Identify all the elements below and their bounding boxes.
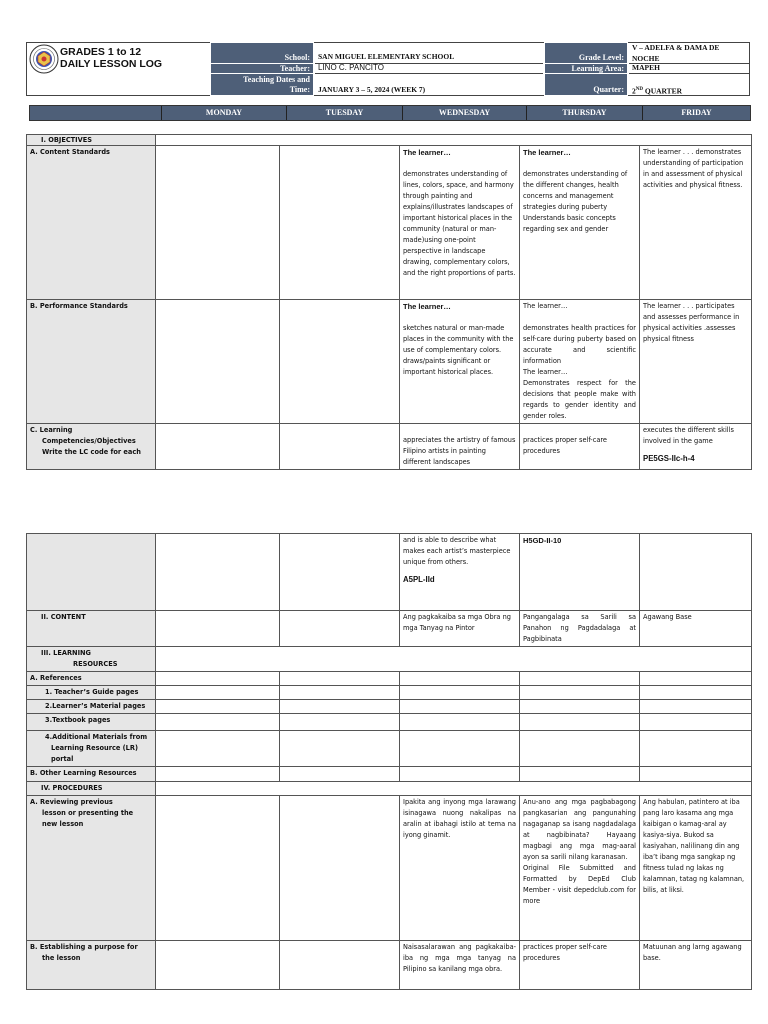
quarter-value	[629, 84, 750, 96]
cell-mon-tg	[156, 686, 280, 700]
cell-fri-tg	[640, 686, 752, 700]
grade-value	[629, 42, 750, 64]
cell-thu-other	[520, 767, 640, 782]
est-line-2: the lesson	[42, 954, 81, 962]
cell-tue-purpose	[280, 941, 400, 990]
fri-lc-code: PE5GS-IIc-h-4	[643, 454, 695, 463]
wed-review-text: Ipakita ang inyong mga larawang isinagawa nuong nakalipas na aralin at ibahagi istilo at tema na iyong ginamit.	[403, 798, 516, 839]
cell-fri-lc-cont	[640, 534, 752, 611]
quarter-number: 2	[632, 86, 636, 96]
dates-label	[210, 73, 314, 96]
est-line-1: B. Establishing a purpose for	[30, 943, 138, 951]
cell-thu-perf-std	[520, 300, 640, 424]
wed-lc-text: appreciates the artistry of famous Filipino artists in painting different landscapes	[403, 436, 516, 466]
objectives-row	[156, 135, 752, 146]
cell-thu-lc-cont	[520, 534, 640, 611]
content-heading: II. CONTENT	[27, 611, 156, 647]
cell-fri-review	[640, 796, 752, 941]
wed-ps-heading: The learner…	[403, 302, 451, 311]
dates-label-line-2: Time:	[289, 85, 310, 94]
wed-purpose-text: Naisasalarawan ang pagkakaiba-iba ng mga mga tanyag na Pilipino sa kanilang mga obra.	[403, 943, 516, 973]
cell-fri-tb	[640, 714, 752, 731]
objectives-heading: I. OBJECTIVES	[27, 135, 156, 146]
cell-tue-ref	[280, 672, 400, 686]
establishing-purpose-label	[27, 941, 156, 990]
cell-wed-lc-cont	[400, 534, 520, 611]
thu-cs-heading: The learner…	[523, 148, 571, 157]
day-friday: FRIDAY	[642, 106, 750, 120]
cell-fri-lc	[640, 424, 752, 470]
cell-mon-purpose	[156, 941, 280, 990]
cell-wed-other	[400, 767, 520, 782]
references-label: A. References	[27, 672, 156, 686]
cell-wed-lc	[400, 424, 520, 470]
area-label: Learning Area:	[544, 63, 628, 74]
cell-tue-content	[280, 611, 400, 647]
cell-tue-lm	[280, 700, 400, 714]
cell-mon-perf-std	[156, 300, 280, 424]
lc-continued-label	[27, 534, 156, 611]
am-line-3: portal	[51, 755, 74, 763]
learning-resources-heading	[27, 647, 156, 672]
title-line-2: DAILY LESSON LOG	[60, 58, 163, 70]
cell-fri-content	[640, 611, 752, 647]
cell-tue-tb	[280, 714, 400, 731]
cell-mon-content-std	[156, 146, 280, 300]
lc-label-line-3: Write the LC code for each	[42, 448, 141, 456]
deped-seal-icon	[29, 44, 59, 74]
grade-value-line-1: V – ADELFA & DAMA DE	[632, 43, 720, 52]
cell-tue-content-std	[280, 146, 400, 300]
other-resources-label: B. Other Learning Resources	[27, 767, 156, 782]
cell-thu-review	[520, 796, 640, 941]
additional-materials-label	[27, 731, 156, 767]
cell-wed-tg	[400, 686, 520, 700]
cell-wed-am	[400, 731, 520, 767]
cell-thu-content-std	[520, 146, 640, 300]
cell-tue-lc	[280, 424, 400, 470]
cell-thu-purpose	[520, 941, 640, 990]
teacher-value: LINO C. PANCITO	[315, 63, 543, 74]
teacher-label: Teacher:	[210, 63, 314, 74]
day-wednesday: WEDNESDAY	[402, 106, 526, 120]
cell-thu-lc	[520, 424, 640, 470]
cell-wed-tb	[400, 714, 520, 731]
learners-material-label: 2.Learner’s Material pages	[27, 700, 156, 714]
thu-content-text: Pangangalaga sa Sarili sa Panahon ng Pagdadalaga at Pagbibinata	[523, 613, 636, 643]
cell-mon-lc	[156, 424, 280, 470]
cell-tue-review	[280, 796, 400, 941]
quarter-word: QUARTER	[642, 86, 683, 96]
day-tuesday: TUESDAY	[286, 106, 402, 120]
fri-cs-text: The learner . . . demonstrates understanding of participation in and assessment of physical activities and physical fitness.	[643, 148, 744, 189]
day-thursday: THURSDAY	[526, 106, 642, 120]
wed-content-text: Ang pagkakaiba sa mga Obra ng mga Tanyag na Pintor	[403, 613, 511, 632]
school-value: SAN MIGUEL ELEMENTARY SCHOOL	[315, 51, 543, 64]
procedures-row	[156, 782, 752, 796]
dates-label-line-1: Teaching Dates and	[243, 75, 310, 84]
procedures-heading: IV. PROCEDURES	[27, 782, 156, 796]
cell-wed-ref	[400, 672, 520, 686]
cell-fri-other	[640, 767, 752, 782]
cell-wed-review	[400, 796, 520, 941]
cell-thu-am	[520, 731, 640, 767]
wed-lc-cont-text: and is able to describe what makes each artist’s masterpiece unique from others.	[403, 536, 511, 566]
cell-mon-other	[156, 767, 280, 782]
wed-cs-heading: The learner…	[403, 148, 451, 157]
thu-ps-text-2: demonstrates health practices for self-care during puberty based on accurate and scientific information	[523, 324, 636, 365]
cell-fri-ref	[640, 672, 752, 686]
cell-tue-am	[280, 731, 400, 767]
fri-ps-text: The learner . . . participates and assesses performance in physical activities .assesses physical fitness	[643, 302, 740, 343]
title-line-1: GRADES 1 to 12	[60, 46, 142, 58]
lc-label-line-1: C. Learning	[30, 426, 73, 434]
quarter-label: Quarter:	[544, 73, 628, 96]
cell-wed-lm	[400, 700, 520, 714]
am-line-1: 4.Additional Materials from	[45, 733, 148, 741]
cell-wed-content	[400, 611, 520, 647]
rev-line-3: new lesson	[42, 820, 84, 828]
wed-ps-text: sketches natural or man-made places in the community with the use of complementary colors.	[403, 324, 514, 354]
grade-value-line-2: NOCHE	[632, 53, 660, 63]
teachers-guide-label: 1. Teacher’s Guide pages	[27, 686, 156, 700]
cell-wed-purpose	[400, 941, 520, 990]
wed-cs-text: demonstrates understanding of lines, colors, space, and harmony through painting and explains/illustrates landscapes of important historical places in the community (natural or man-made)using one-point perspective in landscape drawing, complementary colors, and the right proportions of parts.	[403, 170, 516, 277]
textbook-pages-label: 3.Textbook pages	[27, 714, 156, 731]
rev-line-1: A. Reviewing previous	[30, 798, 113, 806]
rev-line-2: lesson or presenting the	[42, 809, 134, 817]
wed-lc-code: A5PL-IId	[403, 575, 435, 584]
cell-fri-perf-std	[640, 300, 752, 424]
fri-content-text: Agawang Base	[643, 613, 692, 621]
cell-wed-perf-std	[400, 300, 520, 424]
cell-thu-content	[520, 611, 640, 647]
thu-cs-text-2: Understands basic concepts regarding sex and gender	[523, 214, 616, 233]
thu-ps-text-1: The learner…	[523, 302, 568, 310]
area-value: MAPEH	[629, 63, 750, 74]
learning-resources-row	[156, 647, 752, 672]
cell-tue-tg	[280, 686, 400, 700]
cell-mon-content	[156, 611, 280, 647]
cell-fri-lm	[640, 700, 752, 714]
lc-label-line-2: Competencies/Objectives	[42, 437, 136, 445]
fri-review-text: Ang habulan, patintero at iba pang laro kasama ang mga kaibigan o kamag-aral ay kasiya-siya. Bukod sa kasiyahan, nalilinang din ang iba’t ibang mga sangkap ng fitness tulad ng lakas ng kalamnan, tatag ng kalamnan, bilis, at liksi.	[643, 798, 745, 894]
cell-mon-am	[156, 731, 280, 767]
quarter-suffix: ND	[635, 87, 643, 92]
lesson-table-page-1	[26, 134, 752, 470]
cell-tue-lc-cont	[280, 534, 400, 611]
dates-value: JANUARY 3 – 5, 2024 (WEEK 7)	[318, 85, 426, 94]
resources-line-1: III. LEARNING	[41, 649, 91, 657]
cell-thu-lm	[520, 700, 640, 714]
cell-thu-tb	[520, 714, 640, 731]
fri-lc-text: executes the different skills involved in the game	[643, 426, 734, 445]
content-standards-label: A. Content Standards	[27, 146, 156, 300]
fri-purpose-text: Matuunan ang larng agawang base.	[643, 943, 742, 962]
school-label: School:	[210, 42, 314, 64]
cell-mon-tb	[156, 714, 280, 731]
day-header-bar	[29, 105, 751, 121]
thu-review-note: Original File Submitted and Formatted by DepEd Club Member - visit depedclub.com for more	[523, 864, 636, 905]
thu-purpose-text: practices proper self-care procedures	[523, 943, 607, 962]
resources-line-2: RESOURCES	[73, 660, 118, 668]
cell-mon-lc-cont	[156, 534, 280, 611]
thu-cs-text: demonstrates understanding of the different changes, health concerns and management strategies during puberty	[523, 170, 628, 211]
cell-fri-am	[640, 731, 752, 767]
thu-lc-code: H5GD-II-10	[523, 536, 562, 545]
cell-tue-perf-std	[280, 300, 400, 424]
wed-ps-text-2: draws/paints significant or important historical places.	[403, 357, 494, 376]
cell-wed-content-std	[400, 146, 520, 300]
cell-mon-lm	[156, 700, 280, 714]
grade-label: Grade Level:	[544, 42, 628, 64]
cell-thu-ref	[520, 672, 640, 686]
thu-review-text: Anu-ano ang mga pagbabagong pangkasarian ang pangunahing nagaganap sa isang nagdadalaga at nagbibinata? Hayaang magbagi ang mga mag-aaral ayon sa sarili nilang karanasan.	[523, 798, 636, 861]
cell-mon-review	[156, 796, 280, 941]
learning-competencies-label	[27, 424, 156, 470]
performance-standards-label: B. Performance Standards	[27, 300, 156, 424]
reviewing-lesson-label	[27, 796, 156, 941]
cell-mon-ref	[156, 672, 280, 686]
cell-tue-other	[280, 767, 400, 782]
thu-lc-text: practices proper self-care procedures	[523, 436, 607, 455]
am-line-2: Learning Resource (LR)	[51, 744, 138, 752]
doc-title	[60, 46, 162, 70]
cell-fri-purpose	[640, 941, 752, 990]
thu-ps-text-4: Demonstrates respect for the decisions that people make with regards to gender identity and gender roles.	[523, 379, 636, 420]
lesson-table-page-2	[26, 533, 752, 990]
cell-fri-content-std	[640, 146, 752, 300]
cell-thu-tg	[520, 686, 640, 700]
thu-ps-text-3: The learner…	[523, 368, 568, 376]
day-monday: MONDAY	[161, 106, 286, 120]
